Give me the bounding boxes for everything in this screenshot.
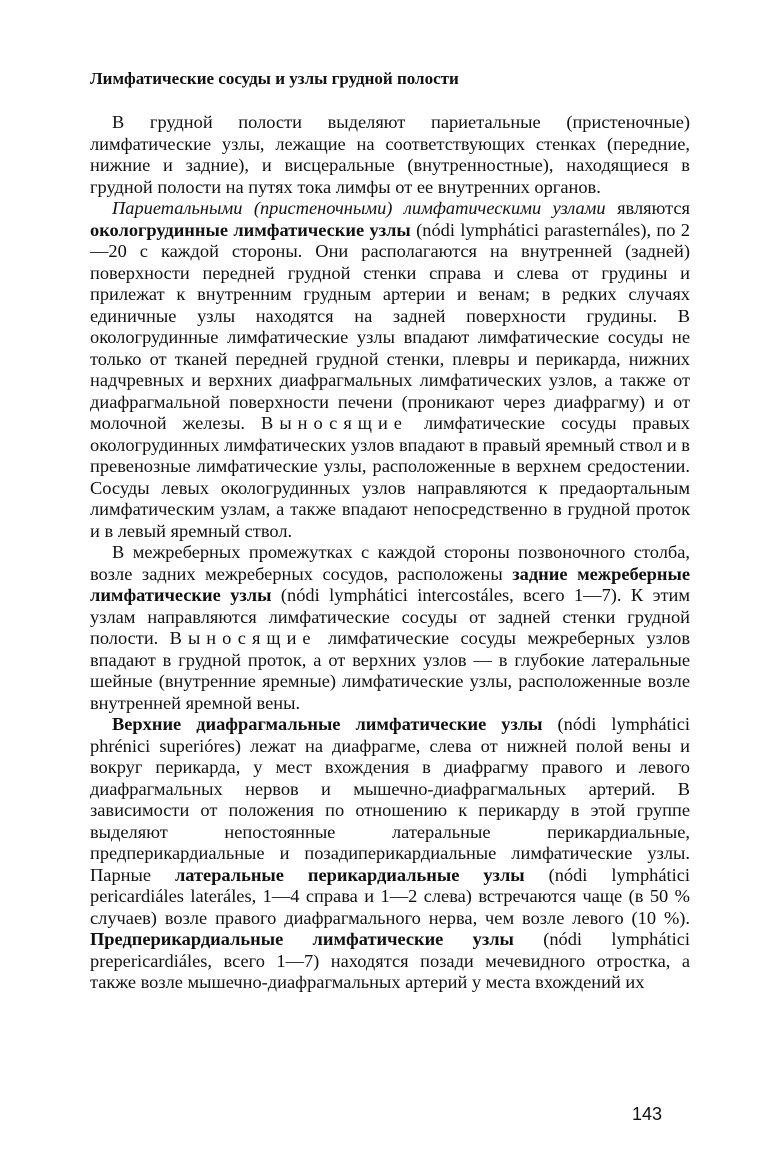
text-run: лимфатические сосуды межреберных узлов впадают в грудной проток, а от верхних узлов — в глубокие латеральные шейные (внутренние яремные) лимфатические узлы, расположенные возле внутренней яремной вены.	[90, 628, 690, 713]
paragraph-intercostal-nodes	[90, 542, 690, 714]
section-heading: Лимфатические сосуды и узлы грудной полости	[90, 69, 459, 88]
bold-term: окологрудинные лимфатические узлы	[90, 219, 411, 240]
paragraph-intro-text: В грудной полости выделяют париетальные (пристеночные) лимфатические узлы, лежащие на соответствующих стенках (передние, нижние и задние), и висцеральные (внутренностные), находящиеся в грудной полости на путях тока лимфы от ее внутренних органов.	[90, 112, 690, 197]
text-run: (nódi lymphátici parasternáles), по 2—20 с каждой стороны. Они располагаются на внутренней (задней) поверхности передней грудной стенки справа и слева от грудины и прилежат к внутренним грудным артерии и венам; в редких случаях единичные узлы находятся на задней поверхности грудины. В окологрудинные лимфатические узлы впадают лимфатические сосуды не только от тканей передней грудной стенки, плевры и перикарда, нижних надчревных и верхних диафрагмальных лимфатических узлов, а также от диафрагмальной поверхности печени (проникают через диафрагму) и от молочной железы.	[90, 219, 690, 433]
text-run: (nódi lymphátici intercostáles, всего 1—7). К этим узлам направляются лимфатические сосуды от задней стенки грудной полости.	[90, 585, 690, 648]
text-run: (nódi lymphátici pericardiáles lateráles, 1—4 справа и 1—2 слева) встречаются чаще (в 50 % случаев) возле правого диафрагмального нерва, чем возле левого (10 %).	[90, 864, 691, 928]
italic-term: Париетальными (пристеночными) лимфатическими узлами	[112, 198, 606, 218]
text-run: (nódi lymphátici phrénici superióres) лежат на диафрагме, слева от нижней полой вены и вокруг перикарда, у мест вхождения в диафрагму правого и левого диафрагмальных нервов и мышечно-диафрагмальных артерий. В зависимости от положения по отношению к перикарду в этой группе выделяют непостоянные латеральные перикардиальные, предперикардиальные и позадиперикардиальные лимфатические узлы. Парные	[90, 714, 691, 885]
spaced-term: Выносящие	[169, 628, 317, 648]
paragraph-parietal-nodes	[90, 198, 690, 542]
spaced-term: Выносящие	[261, 413, 408, 433]
paragraph-diaphragmatic-nodes	[90, 714, 690, 994]
text-run: являются	[605, 198, 690, 218]
text-run: В межреберных промежутках с каждой стороны позвоночного столба, возле задних межреберных сосудов, расположены	[90, 542, 690, 584]
bold-term: задние межреберные лимфатические узлы	[90, 563, 690, 605]
paragraph-intro	[90, 112, 690, 198]
page-content	[90, 60, 690, 994]
text-run: (nódi lymphátici prepericardiáles, всего 1—7) находятся позади мечевидного отростка, а также возле мышечно-диафрагмальных артерий у места вхождений их	[90, 929, 690, 992]
bold-term: Предперикардиальные лимфатические узлы	[90, 929, 514, 949]
bold-term: Верхние диафрагмальные лимфатические узлы	[112, 714, 543, 734]
text-run: лимфатические сосуды правых окологрудинных лимфатических узлов впадают в правый яремный ствол и в превенозные лимфатические узлы, расположенные в верхнем средостении. Сосуды левых окологрудинных узлов направляются к предаортальным лимфатическим узлам, а также впадают непосредственно в грудной проток и в левый яремный ствол.	[90, 413, 690, 541]
bold-term: латеральные перикардиальные узлы	[174, 864, 525, 885]
page-number: 143	[632, 1104, 663, 1124]
